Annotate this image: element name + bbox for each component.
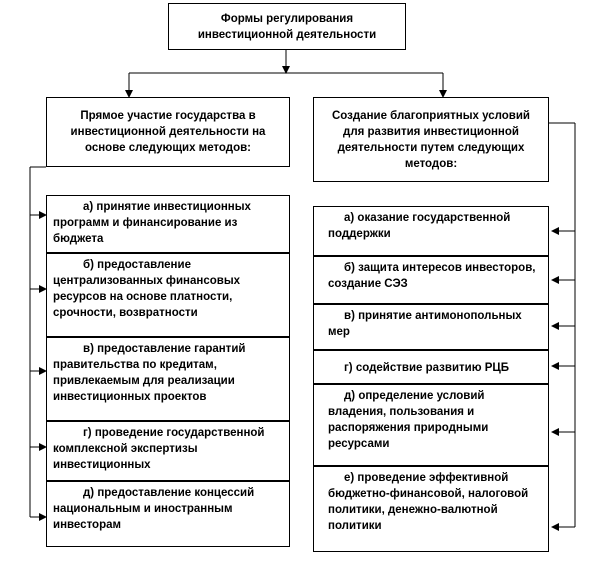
right-item-a — [313, 206, 549, 256]
left-item-c-text: в) предоставление гарантий правительства по кредитам, привлекаемым для реализации инвестиционных проектов — [53, 343, 246, 403]
right-item-c-text: в) принятие антимонопольных мер — [328, 310, 522, 338]
right-item-f-text: е) проведение эффективной бюджетно-финансовой, налоговой политики, денежно-валютной политики — [328, 472, 529, 532]
left-item-e — [46, 481, 290, 547]
right-item-b — [313, 256, 549, 304]
right-header-box — [313, 97, 549, 182]
left-header-box — [46, 97, 290, 167]
left-item-a — [46, 195, 290, 253]
top-box — [168, 3, 406, 50]
right-item-d-text: г) содействие развитию РЦБ — [344, 361, 510, 374]
left-item-e-text: д) предоставление концессий национальным и иностранным инвесторам — [53, 487, 255, 531]
right-item-a-text: а) оказание государственной поддержки — [328, 212, 511, 240]
right-header-text: Создание благоприятных условий для развития инвестиционной деятельности путем следующих методов: — [331, 109, 530, 170]
right-item-d — [313, 350, 549, 384]
right-item-b-text: б) защита интересов инвесторов, создание СЭЗ — [328, 262, 536, 290]
left-item-c — [46, 337, 290, 421]
right-item-e-text: д) определение условий владения, пользования и распоряжения природными ресурсами — [328, 390, 489, 450]
right-item-f — [313, 466, 549, 552]
left-item-d-text: г) проведение государственной комплексной экспертизы инвестиционных — [53, 427, 265, 471]
left-item-a-text: а) принятие инвестиционных программ и финансирование из бюджета — [53, 201, 251, 245]
left-item-b — [46, 253, 290, 337]
right-item-e — [313, 384, 549, 466]
top-box-title: Формы регулирования инвестиционной деятельности — [197, 12, 377, 41]
left-item-b-text: б) предоставление централизованных финансовых ресурсов на основе платности, срочности, возвратности — [53, 259, 241, 319]
left-header-text: Прямое участие государства в инвестиционной деятельности на основе следующих методов: — [70, 110, 266, 154]
right-item-c — [313, 304, 549, 350]
left-item-d — [46, 421, 290, 481]
